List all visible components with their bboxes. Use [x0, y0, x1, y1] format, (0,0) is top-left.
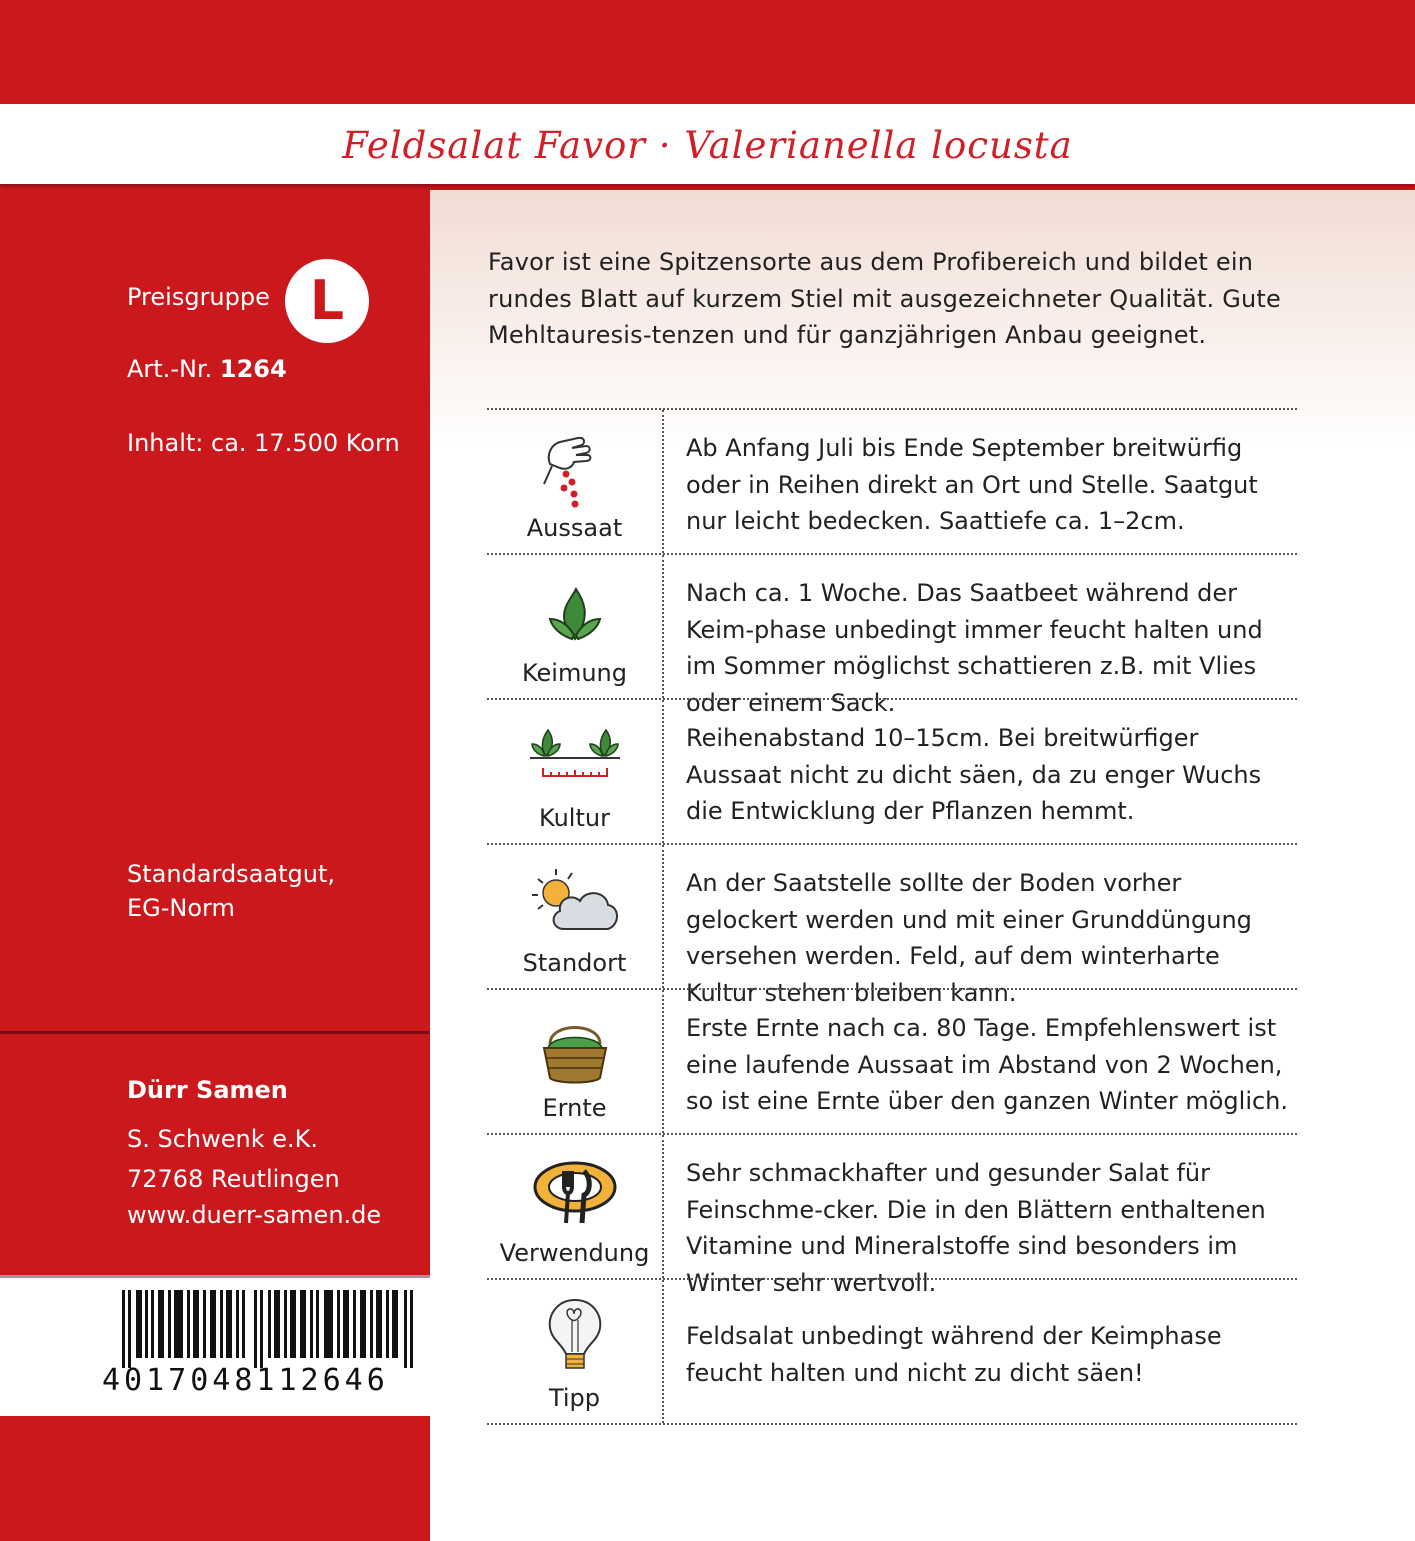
title-band: [0, 104, 1415, 184]
company-name: Dürr Samen: [127, 1076, 288, 1104]
step-label: Aussaat: [526, 514, 623, 542]
preisgruppe-label: Preisgruppe: [127, 283, 270, 311]
article-number: [127, 355, 287, 383]
step-icon-cell: [487, 555, 664, 698]
step-label: Keimung: [521, 659, 627, 687]
step-icon-cell: [487, 1280, 664, 1423]
step-text: Erste Ernte nach ca. 80 Tage. Empfehlenswert ist eine laufende Aussaat im Abstand von 2 Wochen, so ist eine Ernte über den ganzen Winter möglich.: [686, 1014, 1289, 1115]
fork-knife-plate-icon: [528, 1149, 622, 1235]
seedling-icon: [528, 569, 622, 655]
instruction-table: [487, 408, 1297, 1425]
step-text: Feldsalat unbedingt während der Keimphase feucht halten und nicht zu dicht säen!: [686, 1322, 1222, 1387]
step-verwendung: [487, 1133, 1297, 1297]
step-text: Sehr schmackhafter und gesunder Salat für Feinschme-cker. Die in den Blättern enthaltenen Vitamine und Mineralstoffe sind besonders im Winter sehr wertvoll.: [686, 1159, 1266, 1297]
barcode-number: 4017048112646: [102, 1363, 389, 1398]
sowing-hand-icon: [528, 424, 622, 510]
step-label: Kultur: [539, 804, 610, 832]
step-icon-cell: [487, 1135, 664, 1278]
step-keimung: [487, 553, 1297, 717]
step-icon-cell: [487, 990, 664, 1133]
step-label: Ernte: [542, 1094, 607, 1122]
barcode-icon: [100, 1290, 430, 1368]
harvest-basket-icon: [528, 1004, 622, 1090]
address-line2: 72768 Reutlingen: [127, 1165, 340, 1193]
artnr-label: Art.-Nr.: [127, 355, 213, 383]
step-label: Tipp: [548, 1384, 601, 1412]
light-bulb-icon: [528, 1294, 622, 1380]
barcode-area: [0, 1275, 430, 1416]
sun-cloud-icon: [528, 859, 622, 945]
step-text: Reihenabstand 10–15cm. Bei breitwürfiger Aussaat nicht zu dicht säen, da zu enger Wuchs die Entwicklung der Pflanzen hemmt.: [686, 724, 1262, 825]
step-text: Ab Anfang Juli bis Ende September breitwürfig oder in Reihen direkt an Ort und Stelle. Saatgut nur leicht bedecken. Saattiefe ca. 1–2cm.: [686, 434, 1258, 535]
page-title: Feldsalat Favor · Valerianella locusta: [342, 124, 1073, 167]
seed-standard-line1: Standardsaatgut,: [127, 860, 335, 888]
top-red-band: [0, 0, 1415, 104]
step-label: Verwendung: [499, 1239, 650, 1267]
step-aussaat: [487, 408, 1297, 553]
row-spacing-icon: [528, 714, 622, 800]
step-icon-cell: [487, 700, 664, 843]
contents-amount: Inhalt: ca. 17.500 Korn: [127, 429, 400, 457]
title-underline: [0, 184, 1415, 190]
step-icon-cell: [487, 845, 664, 988]
artnr-value: 1264: [219, 355, 287, 383]
address-line1: S. Schwenk e.K.: [127, 1125, 319, 1153]
step-text: Nach ca. 1 Woche. Das Saatbeet während der Keim-phase unbedingt immer feucht halten und im Sommer möglichst schattieren z.B. mit Vlies oder einem Sack.: [686, 579, 1263, 717]
preisgruppe-badge: L: [285, 259, 369, 343]
step-tipp: [487, 1278, 1297, 1425]
sidebar-divider: [0, 1031, 430, 1034]
step-standort: [487, 843, 1297, 1007]
step-text: An der Saatstelle sollte der Boden vorher gelockert werden und mit einer Grunddüngung versehen werden. Feld, auf dem winterharte Kultur stehen bleiben kann.: [686, 869, 1252, 1007]
variety-description: Favor ist eine Spitzensorte aus dem Profibereich und bildet ein rundes Blatt auf kurzem Stiel mit ausgezeichneter Qualität. Gute Mehltauresis-tenzen und für ganzjährigen Anbau geeignet.: [488, 248, 1281, 349]
step-ernte: [487, 988, 1297, 1133]
website-url: www.duerr-samen.de: [127, 1201, 382, 1229]
seed-standard-line2: EG-Norm: [127, 894, 235, 922]
step-kultur: [487, 698, 1297, 843]
step-label: Standort: [522, 949, 627, 977]
step-icon-cell: [487, 410, 664, 553]
